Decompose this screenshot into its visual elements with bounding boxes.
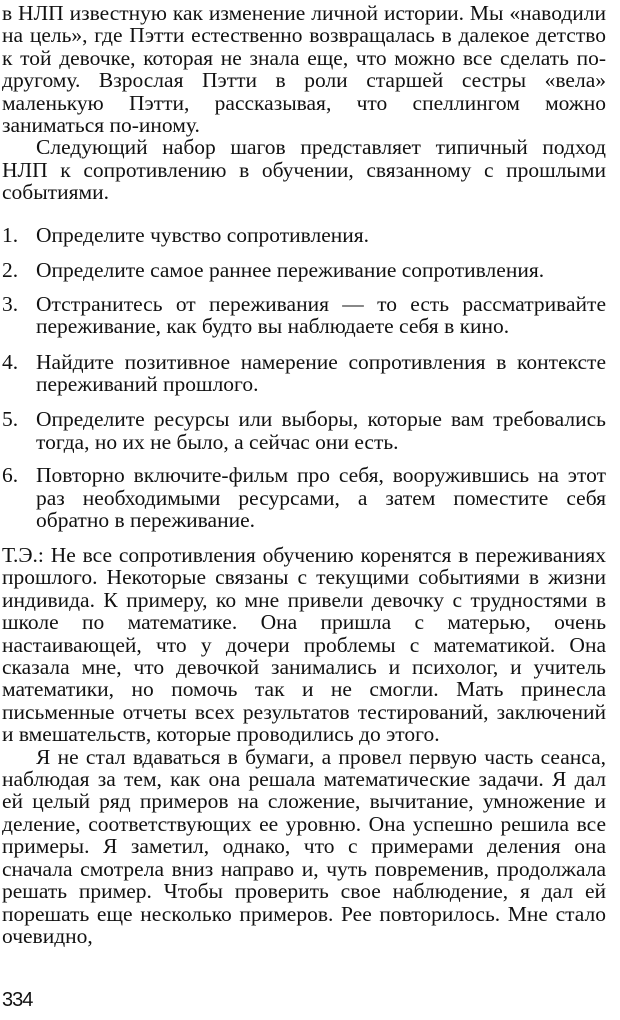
step-number: 6.	[2, 463, 19, 488]
body-section	[2, 544, 606, 947]
paragraph-session: Я не стал вдаваться в бумаги, а провел первую часть сеанса, наблюдая за тем, как она решала математические задачи. Я дал ей целый ряд примеров на сложение, вычитание, умножение и деление, соответствующих ее уровню. Она успешно решила все примеры. Я заметил, однако, что с примерами деления она сначала смотрела вниз направо и, чуть повременив, продолжала решать пример. Чтобы проверить свое наблюдение, я дал ей порешать еще несколько примеров. Рее повторилось. Мне стало очевидно,	[2, 744, 606, 948]
step-text: Найдите позитивное намерение сопротивления в контексте переживаний прошлого.	[36, 349, 606, 397]
step-number: 4.	[2, 349, 19, 374]
step-text: Повторно включите-фильм про себя, вооружившись на этот раз необходимыми ресурсами, а затем поместите себя обратно в переживание.	[36, 463, 606, 533]
list-item	[2, 293, 606, 338]
step-number: 2.	[2, 258, 19, 283]
paragraph-intro: в НЛП известную как изменение личной истории. Мы «наводили на цель», где Пэтти естественно возвращалась в далекое детство к той девочке, которая не знала еще, что можно все сделать по-другому. Взрослая Пэтти в роли старшей сестры «вела» маленькую Пэтти, рассказывая, что спеллингом можно заниматься по-иному.	[2, 1, 606, 138]
step-number: 3.	[2, 291, 19, 316]
intro-section	[2, 2, 606, 204]
step-text: Определите самое раннее переживание сопротивления.	[36, 258, 545, 283]
list-item	[2, 464, 606, 531]
list-item	[2, 351, 606, 396]
step-text: Определите чувство сопротивления.	[36, 223, 370, 247]
list-item	[2, 224, 606, 246]
page-number: 334	[2, 989, 33, 1011]
step-number: 5.	[2, 407, 19, 432]
paragraph-te: Т.Э.: Не все сопротивления обучению коренятся в переживаниях прошлого. Некоторые связаны с текущими событиями в жизни индивида. К примеру, ко мне привели девочку с трудностями в школе по математике. Она пришла с матерью, очень настаивающей, что у дочери проблемы с математикой. Она сказала мне, что девочкой занимались и психолог, и учитель математики, но помочь так и не смогли. Мать принесла письменные отчеты всех результатов тестирований, заключений и вмешательств, которые проводились до этого.	[2, 543, 606, 747]
step-text: Определите ресурсы или выборы, которые вам требовались тогда, но их не было, а сейчас они есть.	[36, 407, 606, 454]
paragraph-steps-lead: Следующий набор шагов представляет типичный подход НЛП к сопротивлению в обучении, связанному с прошлыми событиями.	[2, 135, 606, 205]
steps-list	[2, 224, 606, 531]
list-item	[2, 408, 606, 453]
list-item	[2, 259, 606, 281]
step-text: Отстранитесь от переживания — то есть рассматривайте переживание, как будто вы наблюдаете себя в кино.	[36, 291, 606, 339]
step-number: 1.	[2, 223, 19, 247]
